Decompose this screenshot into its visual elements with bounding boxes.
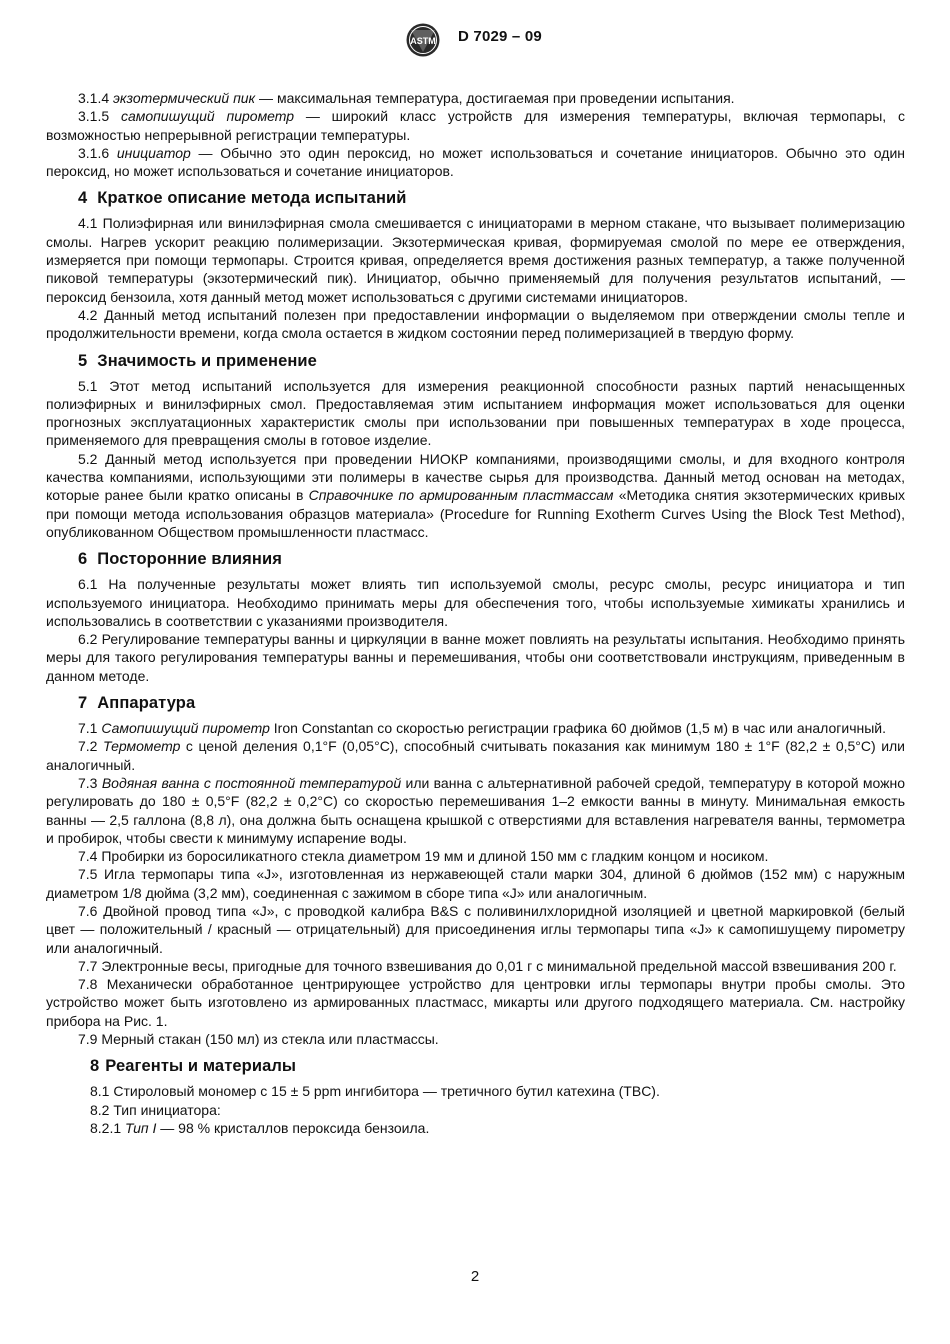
- svg-text:ASTM: ASTM: [410, 36, 436, 46]
- paragraph-7-1: 7.1 Самопишущий пирометр Iron Constantan со скоростью регистрации графика 60 дюймов (1,5 м) в час или аналогичный.: [78, 720, 887, 737]
- definition-3-1-6: 3.1.6 инициатор — Обычно это один пероксид, но может использоваться и сочетание инициаторов. Обычно это один пероксид, но может использоваться и сочетание инициаторов.: [46, 144, 905, 180]
- section-heading: 4 Краткое описание метода испытаний: [78, 189, 407, 208]
- definitions: [46, 89, 905, 180]
- document-body: [46, 89, 905, 1137]
- section-5: [46, 351, 905, 542]
- paragraph-7-9: 7.9 Мерный стакан (150 мл) из стекла или пластмассы.: [78, 1031, 439, 1048]
- section-7: [46, 693, 905, 1048]
- paragraph-5-2: 5.2 Данный метод используется при проведении НИОКР компаниями, производящими смолы, и для входного контроля качества компаниями, использующими эти полимеры в качестве сырья для производства. Данный метод основан на методах, которые ранее были кратко описаны в Справочнике по армированным пластмассам «Методика снятия экзотермических кривых при помощи метода использования образцов материала» (Procedure for Running Exotherm Curves Using the Block Test Method), опубликованном Обществом промышленности пластмасс.: [46, 450, 906, 540]
- paragraph-7-2: 7.2 Термометр с ценой деления 0,1°F (0,05°C), способный считывать показания как минимум 180 ± 1°F (82,2 ± 0,5°C) или аналогичный.: [46, 738, 906, 773]
- astm-logo-icon: [404, 22, 442, 58]
- paragraph-8-2: 8.2 Тип инициатора:: [90, 1101, 221, 1118]
- section-heading: 7 Аппаратура: [78, 694, 196, 713]
- definition-3-1-4: 3.1.4 экзотермический пик — максимальная температура, достигаемая при проведении испытания.: [78, 90, 735, 106]
- paragraph-7-5: 7.5 Игла термопары типа «J», изготовленная из нержавеющей стали марки 304, длиной 6 дюймов (152 мм) с наружным диаметром 1/8 дюйма (3,2 мм), соединенная с зажимом в сборе типа «J» или аналогичным.: [46, 866, 905, 901]
- paragraph-7-8: 7.8 Механически обработанное центрирующее устройство для центровки иглы термопары внутри пробы смолы. Это устройство может быть изготовлено из армированных пластмасс, микарты или другого подходящего материала. См. настройку прибора на Рис. 1.: [46, 976, 905, 1029]
- section-8: [46, 1056, 905, 1137]
- section-6: [46, 549, 905, 685]
- page-number: 2: [470, 1268, 480, 1285]
- paragraph-7-7: 7.7 Электронные весы, пригодные для точного взвешивания до 0,01 г с минимальной предельной массой взвешивания 200 г.: [78, 957, 897, 974]
- definition-3-1-5: 3.1.5 самопишущий пирометр — широкий класс устройств для измерения температуры, включая термопары, с возможностью непрерывной регистрации температуры.: [46, 108, 905, 143]
- paragraph-7-3: 7.3 Водяная ванна с постоянной температурой или ванна с альтернативной рабочей средой, температуру в которой можно регулировать до 180 ± 0,5°F (82,2 ± 0,2°C) со скоростью перемешивания 1–2 емкости ванны в минуту. Минимальная емкость ванны — 2,5 галлона (8,8 л), она должна быть оснащена крышкой с отверстиями для вставления нагревателя ванны, термометра и пробирок, чтобы свести к минимуму испарение воды.: [46, 774, 906, 846]
- document-id: D 7029 – 09: [458, 28, 542, 45]
- paragraph-6-2: 6.2 Регулирование температуры ванны и циркуляции в ванне может повлиять на результаты испытания. Необходимо принять меры для такого регулирования температуры ванны и перемешивания, чтобы они соответствовали инструкциям, приведенным в данном методе.: [46, 631, 905, 684]
- page-header: [0, 22, 950, 58]
- paragraph-8-2-1: 8.2.1 Тип I — 98 % кристаллов пероксида бензоила.: [90, 1119, 430, 1136]
- section-4: [46, 188, 905, 342]
- paragraph-8-1: 8.1 Стироловый мономер с 15 ± 5 ppm ингибитора — третичного бутил катехина (TBC).: [90, 1083, 660, 1100]
- paragraph-4-2: 4.2 Данный метод испытаний полезен при предоставлении информации о выделяемом при отверждении смолы тепле и продолжительности времени, когда смола остается в жидком состоянии перед полимеризацией в твердую форму.: [46, 306, 905, 342]
- section-heading: 8 Реагенты и материалы: [90, 1057, 297, 1076]
- paragraph-7-6: 7.6 Двойной провод типа «J», с проводкой калибра B&S с поливинилхлоридной изоляцией и цветной маркировкой (белый цвет — положительный / красный — отрицательный) для присоединения иглы термопары типа «J» к самопишущему пирометру или аналогичный.: [46, 902, 905, 956]
- paragraph-4-1: 4.1 Полиэфирная или винилэфирная смола смешивается с инициаторами в мерном стакане, что вызывает полимеризацию смолы. Нагрев ускорит реакцию полимеризации. Экзотермическая кривая, формируемая смолой по мере ее отверждения, измеряется при помощи термопары. Строится кривая, определяется время достижения разных температур, а также полученной пиковой температуры (экзотермический пик). Инициатор, обычно применяемый для получения результатов испытаний, — пероксид бензоила, хотя данный метод может использоваться с другими системами инициаторов.: [46, 215, 905, 305]
- paragraph-6-1: 6.1 На полученные результаты может влиять тип используемой смолы, ресурс смолы, ресурс инициатора и тип используемого инициатора. Необходимо принимать меры для обеспечения того, чтобы используемые химикаты хранились и использовались в соответствии с указаниями производителя.: [46, 576, 905, 629]
- paragraph-5-1: 5.1 Этот метод испытаний используется для измерения реакционной способности разных партий ненасыщенных полиэфирных и винилэфирных смол. Предоставляемая этим испытанием информация может использоваться для оценки прогнозных эксплуатационных характеристик смолы при использовании при повышенных температурах в ходе процесса, применяемого для превращения смолы в готовое изделие.: [46, 377, 905, 449]
- paragraph-7-4: 7.4 Пробирки из боросиликатного стекла диаметром 19 мм и длиной 150 мм с гладким концом и носиком.: [78, 848, 769, 865]
- section-heading: 6 Посторонние влияния: [78, 550, 282, 569]
- section-heading: 5 Значимость и применение: [78, 351, 317, 370]
